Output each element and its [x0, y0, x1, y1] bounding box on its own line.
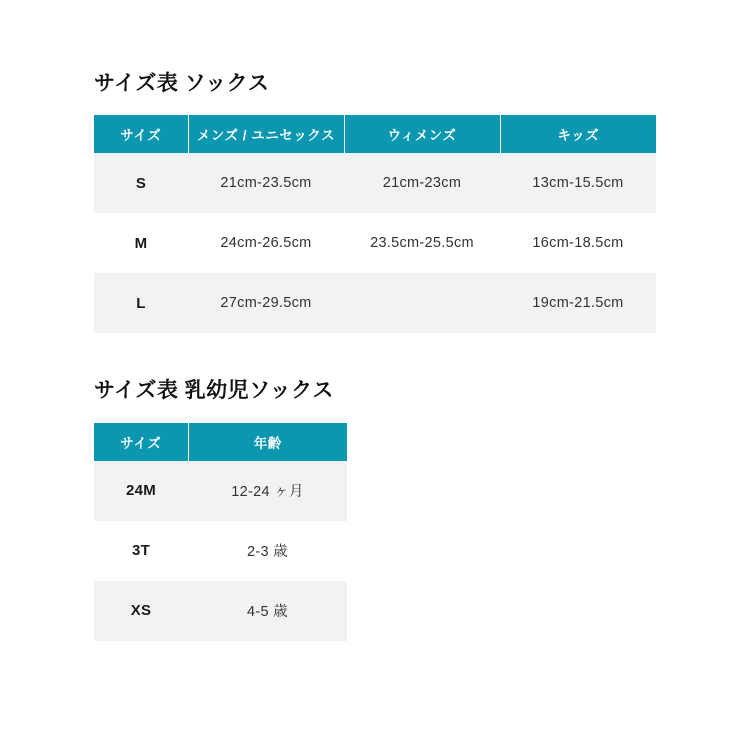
- baby-table-header: [94, 423, 347, 461]
- cell-age: 2-3 歳: [188, 521, 347, 581]
- table-row: [94, 521, 347, 581]
- baby-socks-size-table: [94, 423, 347, 641]
- table-header-row: [94, 115, 656, 153]
- table-row: [94, 213, 656, 273]
- table-row: [94, 581, 347, 641]
- column-header-mens-unisex: メンズ / ユニセックス: [188, 115, 344, 153]
- cell-womens: [344, 273, 500, 333]
- cell-kids: 16cm-18.5cm: [500, 213, 656, 273]
- cell-size: L: [94, 273, 188, 333]
- cell-age: 4-5 歳: [188, 581, 347, 641]
- column-header-kids: キッズ: [500, 115, 656, 153]
- table-header-row: [94, 423, 347, 461]
- table-row: [94, 153, 656, 213]
- socks-size-table: [94, 115, 656, 333]
- socks-section-title: サイズ表 ソックス: [94, 72, 270, 95]
- cell-size: 3T: [94, 521, 188, 581]
- cell-mens: 24cm-26.5cm: [188, 213, 344, 273]
- socks-table-body: [94, 153, 656, 333]
- cell-womens: 23.5cm-25.5cm: [344, 213, 500, 273]
- cell-kids: 19cm-21.5cm: [500, 273, 656, 333]
- cell-size: 24M: [94, 461, 188, 521]
- column-header-size: サイズ: [94, 423, 188, 461]
- table-row: [94, 461, 347, 521]
- column-header-age: 年齢: [188, 423, 347, 461]
- baby-socks-section-title: サイズ表 乳幼児ソックス: [94, 379, 334, 403]
- cell-kids: 13cm-15.5cm: [500, 153, 656, 213]
- cell-womens: 21cm-23cm: [344, 153, 500, 213]
- cell-age: 12-24 ヶ月: [188, 461, 347, 521]
- socks-table-header: [94, 115, 656, 153]
- cell-size: M: [94, 213, 188, 273]
- table-row: [94, 273, 656, 333]
- cell-mens: 27cm-29.5cm: [188, 273, 344, 333]
- cell-mens: 21cm-23.5cm: [188, 153, 344, 213]
- cell-size: XS: [94, 581, 188, 641]
- baby-table-body: [94, 461, 347, 641]
- column-header-size: サイズ: [94, 115, 188, 153]
- column-header-womens: ウィメンズ: [344, 115, 500, 153]
- cell-size: S: [94, 153, 188, 213]
